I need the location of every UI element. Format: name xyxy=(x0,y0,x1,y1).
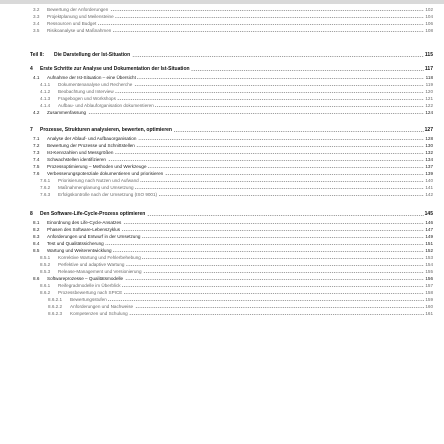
entry-number: 3.5 xyxy=(33,28,40,33)
entry-page: 149 xyxy=(425,234,433,239)
toc-entry[interactable] xyxy=(0,296,444,303)
entry-label: Ist-Kennzahlen und Messgrößen xyxy=(47,149,424,156)
toc-entry[interactable] xyxy=(0,109,444,116)
entry-label: Risikoanalyse und Maßnahmen xyxy=(47,27,424,34)
entry-label: Beobachtung und Interview xyxy=(58,88,424,95)
entry-page: 140 xyxy=(425,178,433,183)
toc-part-heading[interactable] xyxy=(0,52,444,59)
entry-number: 7.4 xyxy=(33,157,40,162)
toc-entry[interactable] xyxy=(0,177,444,184)
entry-label: Anforderungen und Nachweise xyxy=(70,303,424,310)
toc-entry[interactable] xyxy=(0,149,444,156)
entry-number: 7.3 xyxy=(33,150,40,155)
entry-label: Anforderungen und Entwurf in der Umsetzung xyxy=(47,233,424,240)
entry-label: Die Darstellung der Ist-Situation xyxy=(54,52,424,59)
entry-label: Prozesse, Strukturen analysieren, bewerten, optimieren xyxy=(40,127,424,134)
entry-page: 115 xyxy=(424,52,433,58)
toc-entry[interactable] xyxy=(0,142,444,149)
entry-page: 132 xyxy=(425,150,433,155)
entry-label: Softwareprozesse – Qualitätsmodelle xyxy=(47,275,424,282)
entry-number: Teil II: xyxy=(30,52,45,58)
entry-number: 8.1 xyxy=(33,220,40,225)
entry-page: 160 xyxy=(425,304,433,309)
entry-page: 106 xyxy=(425,21,433,26)
toc-entry[interactable] xyxy=(0,303,444,310)
entry-label: Bewertung der Prozesse und Schnittstellen xyxy=(47,142,424,149)
toc-entry[interactable] xyxy=(0,135,444,142)
toc-entry[interactable] xyxy=(0,191,444,198)
entry-number: 3.2 xyxy=(33,7,40,12)
table-of-contents xyxy=(0,4,444,444)
entry-label: Aufnahme der Ist-Situation – eine Übersicht xyxy=(47,74,424,81)
entry-number: 3.3 xyxy=(33,14,40,19)
entry-number: 4.1.3 xyxy=(40,96,51,101)
entry-page: 161 xyxy=(425,311,433,316)
entry-number: 7 xyxy=(30,127,33,133)
entry-page: 104 xyxy=(425,14,433,19)
entry-label: Zusammenfassung xyxy=(47,109,424,116)
toc-entry[interactable] xyxy=(0,81,444,88)
entry-label: Kompetenzen und Schulung xyxy=(70,310,424,317)
entry-label: Prozessoptimierung – Methoden und Werkzeuge xyxy=(47,163,424,170)
entry-page: 157 xyxy=(425,283,433,288)
toc-entry[interactable] xyxy=(0,13,444,20)
entry-number: 8.6.1 xyxy=(40,283,51,288)
toc-chapter-heading[interactable] xyxy=(0,211,444,218)
entry-page: 120 xyxy=(425,89,433,94)
entry-page: 128 xyxy=(425,136,433,141)
entry-page: 137 xyxy=(425,164,433,169)
entry-page: 142 xyxy=(425,192,433,197)
entry-label: Bewertungsstufen xyxy=(70,296,424,303)
entry-page: 158 xyxy=(425,290,433,295)
toc-entry[interactable] xyxy=(0,95,444,102)
entry-label: Aufbau- und Ablauforganisation dokumentieren xyxy=(58,102,424,109)
entry-number: 8.5 xyxy=(33,248,40,253)
entry-label: Schwachstellen identifizieren xyxy=(47,156,424,163)
toc-entry[interactable] xyxy=(0,240,444,247)
toc-entry[interactable] xyxy=(0,163,444,170)
entry-page: 121 xyxy=(425,96,433,101)
entry-label: Bewertung der Anforderungen xyxy=(47,6,424,13)
entry-number: 8.5.3 xyxy=(40,269,51,274)
toc-entry[interactable] xyxy=(0,74,444,81)
toc-entry[interactable] xyxy=(0,88,444,95)
entry-label: Perfektive und adaptive Wartung xyxy=(58,261,424,268)
entry-number: 4 xyxy=(30,66,33,72)
entry-number: 7.6.3 xyxy=(40,192,51,197)
entry-number: 4.1 xyxy=(33,75,40,80)
entry-page: 159 xyxy=(425,297,433,302)
toc-entry[interactable] xyxy=(0,282,444,289)
entry-number: 4.1.2 xyxy=(40,89,51,94)
entry-page: 124 xyxy=(425,110,433,115)
entry-number: 8 xyxy=(30,211,33,217)
entry-page: 155 xyxy=(425,269,433,274)
toc-entry[interactable] xyxy=(0,219,444,226)
entry-label: Prozessbewertung nach SPICE xyxy=(58,289,424,296)
entry-page: 154 xyxy=(425,262,433,267)
entry-page: 152 xyxy=(425,248,433,253)
toc-entry[interactable] xyxy=(0,27,444,34)
entry-number: 7.5 xyxy=(33,164,40,169)
entry-page: 153 xyxy=(425,255,433,260)
entry-label: Fragebogen und Workshops xyxy=(58,95,424,102)
toc-entry[interactable] xyxy=(0,233,444,240)
entry-page: 108 xyxy=(425,28,433,33)
toc-entry[interactable] xyxy=(0,254,444,261)
entry-number: 3.4 xyxy=(33,21,40,26)
toc-entry[interactable] xyxy=(0,261,444,268)
entry-number: 4.2 xyxy=(33,110,40,115)
entry-page: 122 xyxy=(425,103,433,108)
entry-label: Erste Schritte zur Analyse und Dokumentation der Ist-Situation xyxy=(40,66,424,73)
entry-page: 118 xyxy=(425,75,433,80)
entry-number: 8.4 xyxy=(33,241,40,246)
entry-label: Verbesserungspotenziale dokumentieren und priorisieren xyxy=(47,170,424,177)
entry-label: Release-Management und Versionierung xyxy=(58,268,424,275)
entry-number: 8.6.2.2 xyxy=(48,304,63,309)
entry-number: 8.3 xyxy=(33,234,40,239)
entry-label: Priorisierung nach Nutzen und Aufwand xyxy=(58,177,424,184)
toc-entry[interactable] xyxy=(0,6,444,13)
entry-number: 8.6 xyxy=(33,276,40,281)
entry-number: 8.6.2 xyxy=(40,290,51,295)
entry-label: Ressourcen und Budget xyxy=(47,20,424,27)
entry-number: 8.6.2.1 xyxy=(48,297,63,302)
entry-label: Analyse der Ablauf- und Aufbauorganisation xyxy=(47,135,424,142)
toc-entry[interactable] xyxy=(0,20,444,27)
entry-page: 127 xyxy=(424,127,433,133)
entry-page: 119 xyxy=(425,82,433,87)
entry-page: 102 xyxy=(425,7,433,12)
entry-number: 8.6.2.3 xyxy=(48,311,63,316)
entry-label: Test und Qualitätssicherung xyxy=(47,240,424,247)
entry-label: Wartung und Weiterentwicklung xyxy=(47,247,424,254)
entry-number: 8.5.2 xyxy=(40,262,51,267)
entry-label: Maßnahmenplanung und Umsetzung xyxy=(58,184,424,191)
entry-page: 134 xyxy=(425,157,433,162)
toc-entry[interactable] xyxy=(0,226,444,233)
entry-label: Erfolgskontrolle nach der Umsetzung (ISO 9001) xyxy=(58,191,424,198)
toc-chapter-heading[interactable] xyxy=(0,66,444,73)
toc-entry[interactable] xyxy=(0,310,444,317)
toc-entry[interactable] xyxy=(0,184,444,191)
toc-entry[interactable] xyxy=(0,170,444,177)
entry-page: 151 xyxy=(425,241,433,246)
entry-label: Reifegradmodelle im Überblick xyxy=(58,282,424,289)
toc-chapter-heading[interactable] xyxy=(0,127,444,134)
entry-label: Phasen des Software-Lebenszyklus xyxy=(47,226,424,233)
entry-number: 4.1.1 xyxy=(40,82,51,87)
entry-page: 146 xyxy=(425,220,433,225)
entry-number: 7.6.1 xyxy=(40,178,51,183)
entry-label: Einordnung des Life-Cycle-Ansatzes xyxy=(47,219,424,226)
toc-entry[interactable] xyxy=(0,289,444,296)
entry-page: 145 xyxy=(424,211,433,217)
toc-entry[interactable] xyxy=(0,275,444,282)
toc-entry[interactable] xyxy=(0,247,444,254)
entry-label: Den Software-Life-Cycle-Prozess optimieren xyxy=(40,211,424,218)
entry-number: 8.2 xyxy=(33,227,40,232)
entry-page: 139 xyxy=(425,171,433,176)
entry-number: 7.6 xyxy=(33,171,40,176)
toc-entry[interactable] xyxy=(0,102,444,109)
entry-page: 156 xyxy=(425,276,433,281)
toc-entry[interactable] xyxy=(0,268,444,275)
entry-number: 7.6.2 xyxy=(40,185,51,190)
entry-number: 4.1.4 xyxy=(40,103,51,108)
entry-number: 7.1 xyxy=(33,136,40,141)
entry-page: 130 xyxy=(425,143,433,148)
toc-entry[interactable] xyxy=(0,156,444,163)
entry-page: 117 xyxy=(424,66,433,72)
entry-page: 147 xyxy=(425,227,433,232)
entry-number: 7.2 xyxy=(33,143,40,148)
entry-label: Dokumentenanalyse und Recherche xyxy=(58,81,424,88)
entry-label: Projektplanung und Meilensteine xyxy=(47,13,424,20)
entry-page: 141 xyxy=(425,185,433,190)
entry-label: Korrektive Wartung und Fehlerbehebung xyxy=(58,254,424,261)
entry-number: 8.5.1 xyxy=(40,255,51,260)
